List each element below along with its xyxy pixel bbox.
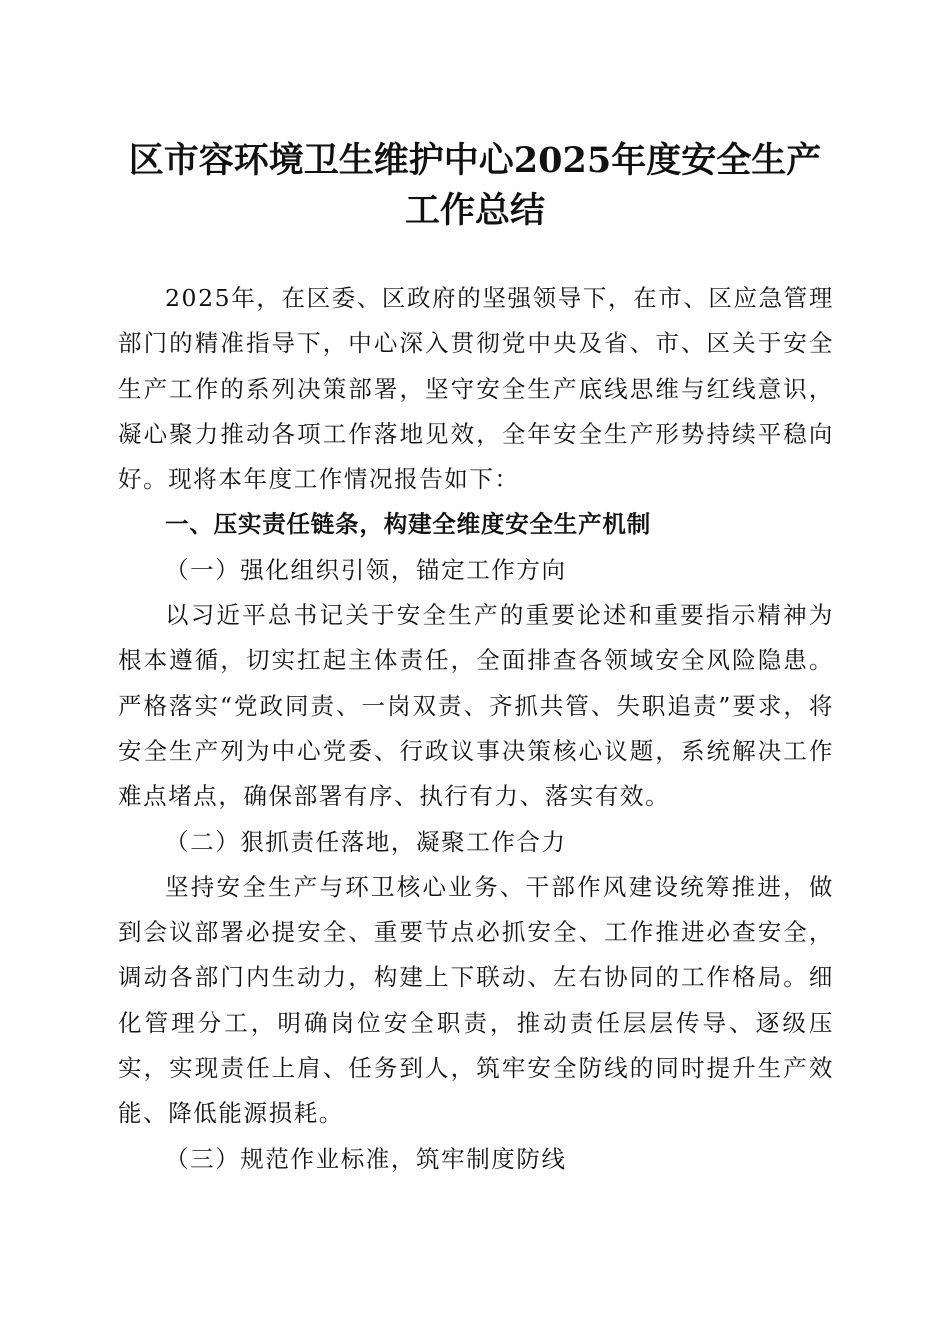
- section-heading-1: 一、压实责任链条，构建全维度安全生产机制: [165, 510, 651, 539]
- title-line-1: 区市容环境卫生维护中心2025年度安全生产: [128, 140, 822, 181]
- body-paragraph-1: 以习近平总书记关于安全生产的重要论述和重要指示精神为根本遵循，切实扛起主体责任，全面排查各领域安全风险隐患。严格落实“党政同责、一岗双责、齐抓共管、失职追责”要求，将安全生产列为中心党委、行政议事决策核心议题，系统解决工作难点堵点，确保部署有序、执行有力、落实有效。: [118, 601, 834, 811]
- document-body: [118, 276, 834, 1182]
- intro-paragraph: 2025年，在区委、区政府的坚强领导下，在市、区应急管理部门的精准指导下，中心深入贯彻党中央及省、市、区关于安全生产工作的系列决策部署，坚守安全生产底线思维与红线意识，凝心聚力推动各项工作落地见效，全年安全生产形势持续平稳向好。现将本年度工作情况报告如下：: [118, 284, 834, 494]
- subsection-heading-1: （一）强化组织引领，锚定工作方向: [165, 555, 567, 584]
- document-title: [90, 136, 860, 236]
- subsection-heading-2: （二）狠抓责任落地，凝聚工作合力: [165, 827, 567, 856]
- subsection-heading-3: （三）规范作业标准，筑牢制度防线: [165, 1144, 567, 1173]
- body-paragraph-2: 坚持安全生产与环卫核心业务、干部作风建设统筹推进，做到会议部署必提安全、重要节点必抓安全、工作推进必查安全，调动各部门内生动力，构建上下联动、左右协同的工作格局。细化管理分工，明确岗位安全职责，推动责任层层传导、逐级压实，实现责任上肩、任务到人，筑牢安全防线的同时提升生产效能、降低能源损耗。: [118, 872, 834, 1128]
- title-line-2: 工作总结: [404, 190, 545, 231]
